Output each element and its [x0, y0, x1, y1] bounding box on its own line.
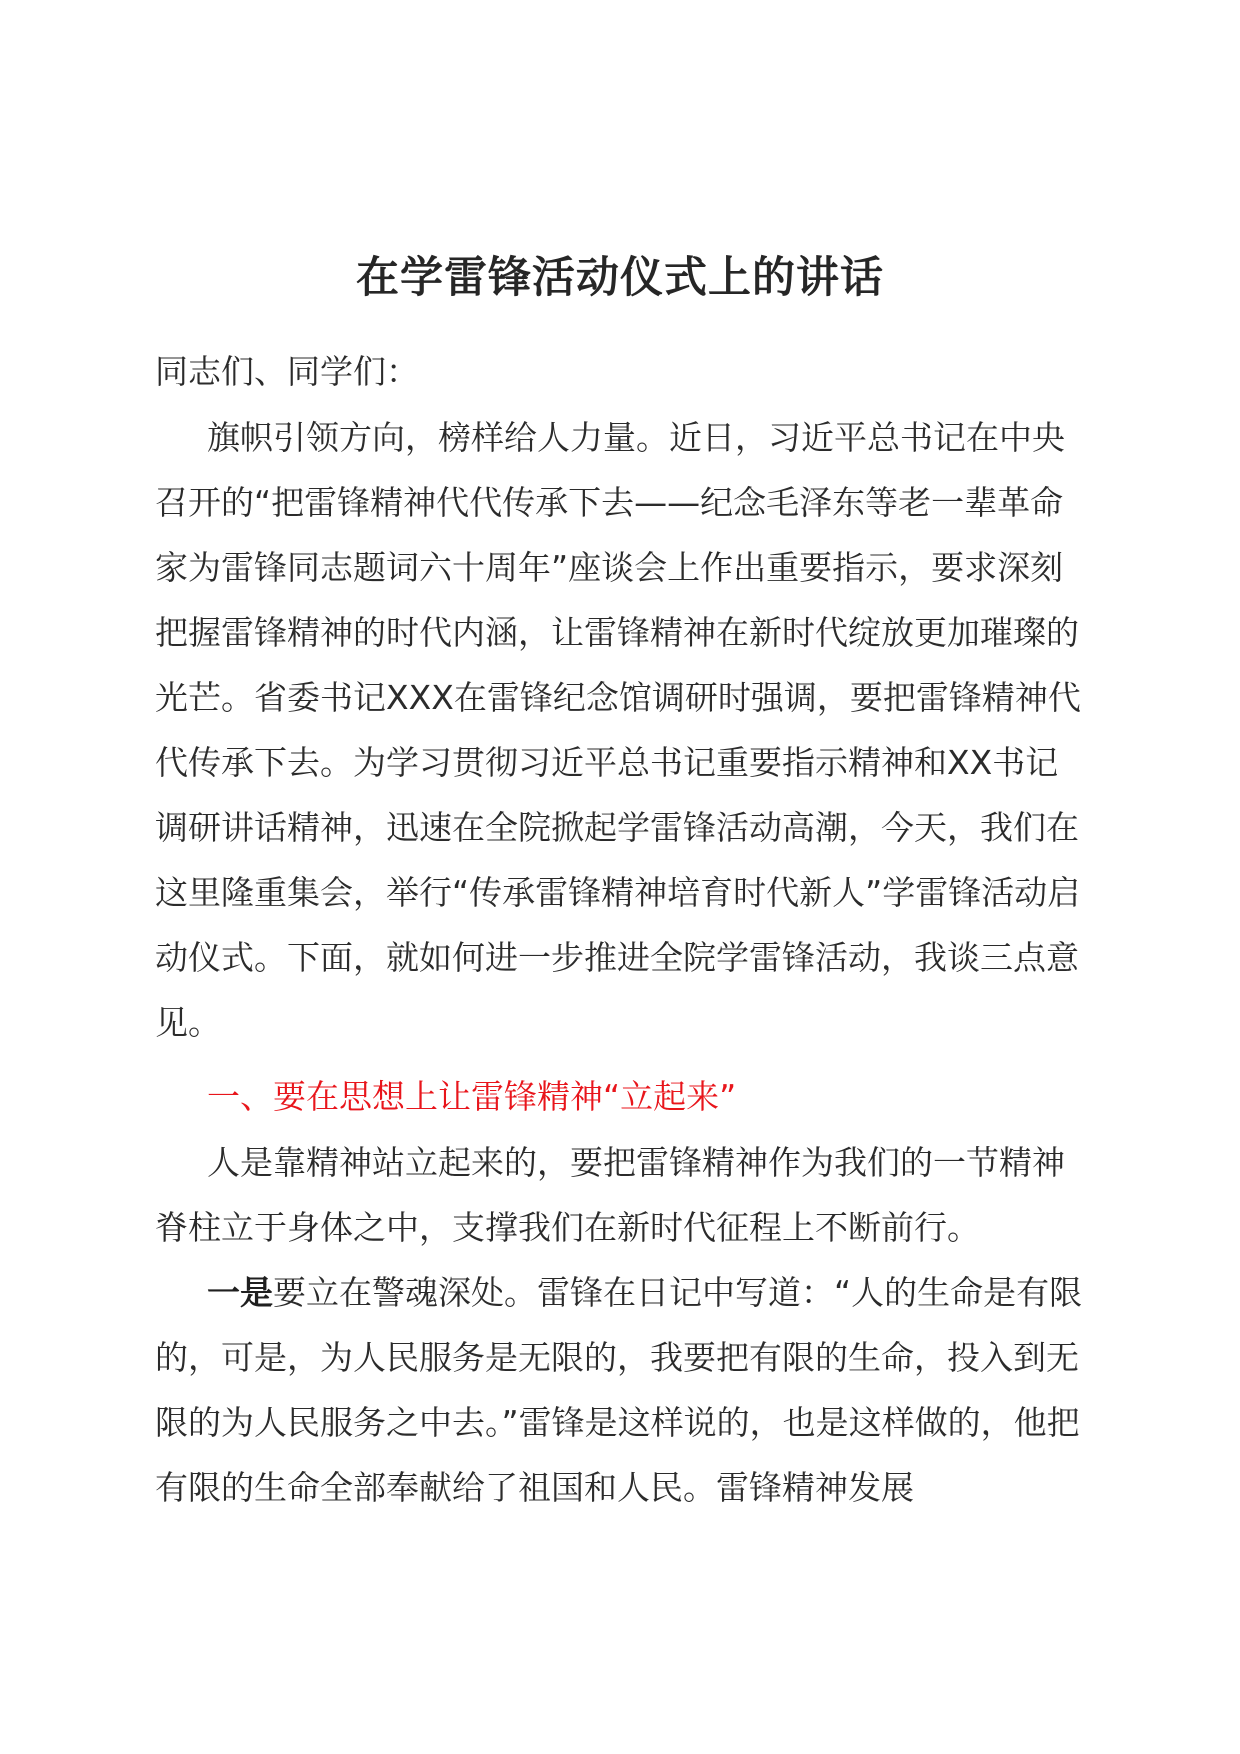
paragraph-section-1: 人是靠精神站立起来的，要把雷锋精神作为我们的一节精神脊柱立于身体之中，支撑我们在新时代征程上不断前行。 [155, 1143, 1065, 1247]
salutation: 同志们、同学们： [155, 352, 419, 391]
document-title: 在学雷锋活动仪式上的讲话 [356, 253, 884, 303]
point-text: 要立在警魂深处。雷锋在日记中写道：“人的生命是有限的，可是，为人民服务是无限的，我要把有限的生命，投入到无限的为人民服务之中去。”雷锋是这样说的，也是这样做的，他把有限的生命全部奉献给了祖国和人民。雷锋精神发展 [155, 1273, 1083, 1507]
paragraph-intro: 旗帜引领方向，榜样给人力量。近日，习近平总书记在中央召开的“把雷锋精神代代传承下去——纪念毛泽东等老一辈革命家为雷锋同志题词六十周年”座谈会上作出重要指示，要求深刻把握雷锋精神的时代内涵，让雷锋精神在新时代绽放更加璀璨的光芒。省委书记XXX在雷锋纪念馆调研时强调，要把雷锋精神代代传承下去。为学习贯彻习近平总书记重要指示精神和XX书记调研讲话精神，迅速在全院掀起学雷锋活动高潮，今天，我们在这里隆重集会，举行“传承雷锋精神培育时代新人”学雷锋活动启动仪式。下面，就如何进一步推进全院学雷锋活动，我谈三点意见。 [155, 418, 1081, 1042]
section-heading-1: 一、要在思想上让雷锋精神“立起来” [207, 1077, 737, 1116]
point-lead: 一是 [207, 1273, 273, 1312]
paragraph-point-1 [155, 1260, 1090, 1520]
